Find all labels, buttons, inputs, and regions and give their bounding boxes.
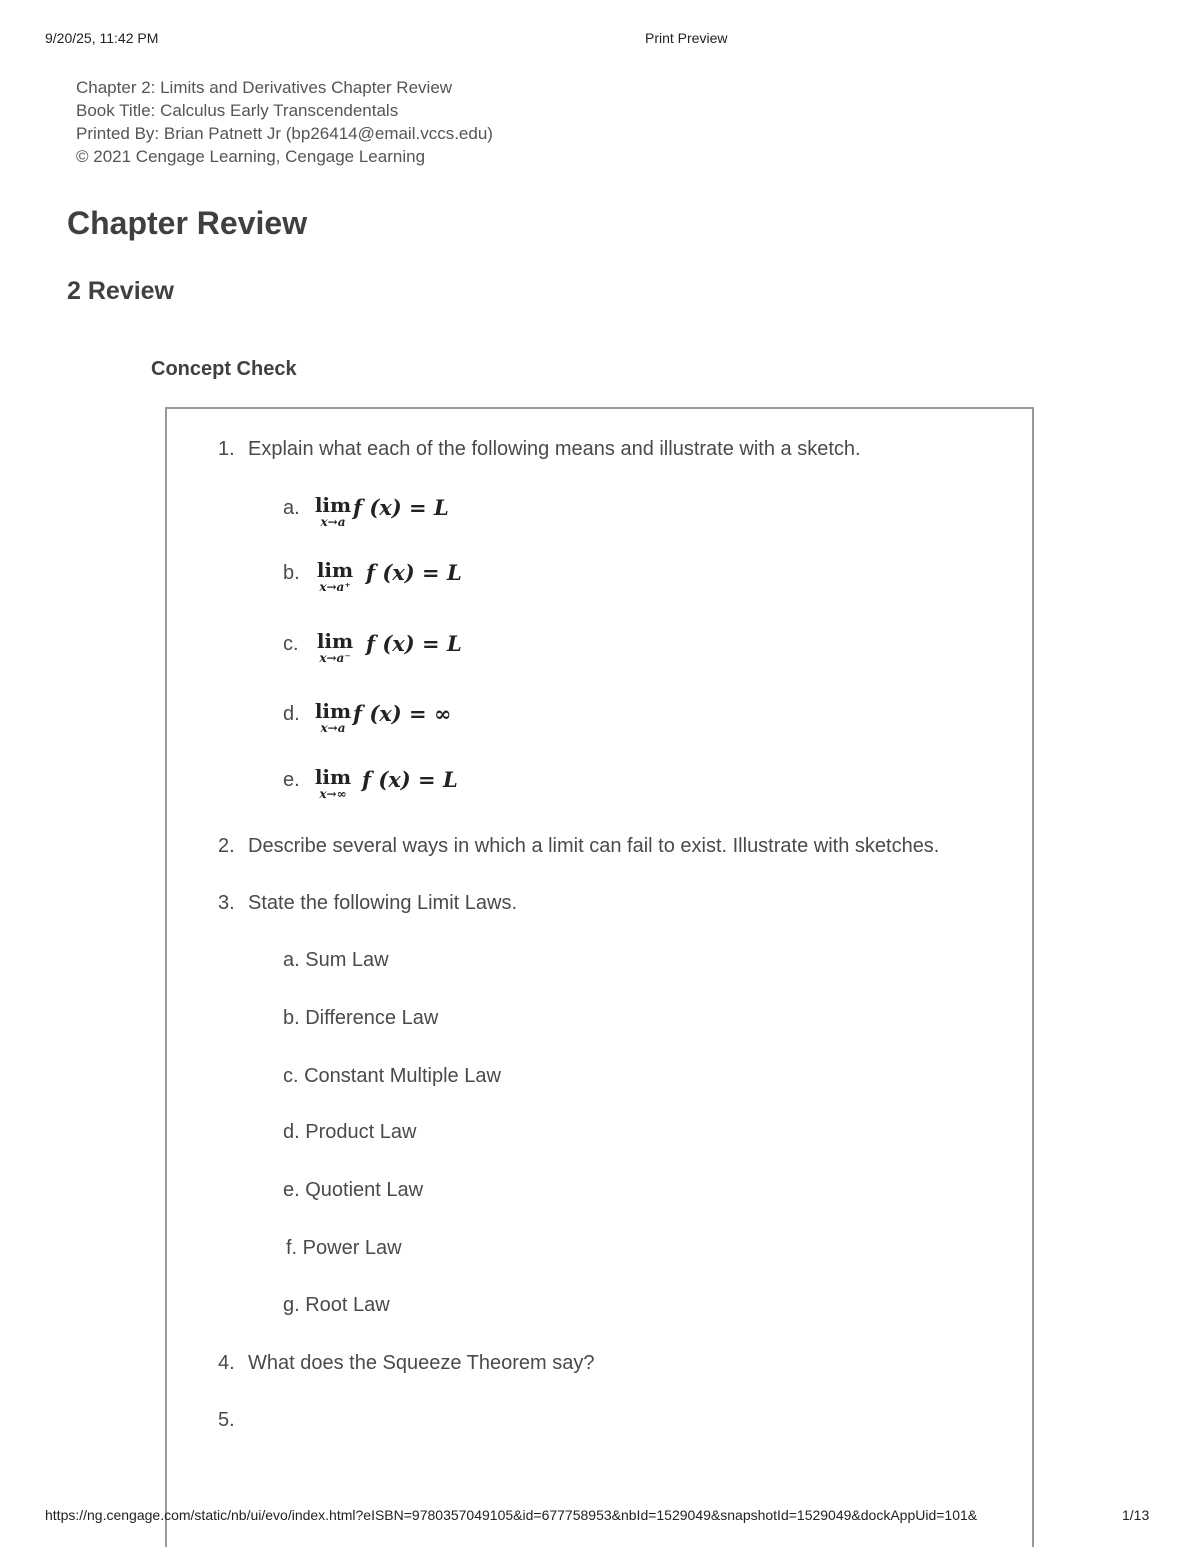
limit-law-quotient: e. Quotient Law [283,1179,424,1201]
limit-expression: f (x) = L [353,495,449,520]
item-letter: e. [283,769,300,791]
question-number: 1. [218,438,235,460]
print-datetime: 9/20/25, 11:42 PM [45,30,159,46]
print-header [0,30,1200,50]
lim-subscript: x→a⁺ [319,580,351,594]
item-letter: c. [283,633,299,655]
lim-word: lim [314,765,352,789]
lim-subscript: x→a [320,515,346,529]
limit-operator [307,700,359,734]
limit-law-power: f. Power Law [286,1237,402,1259]
limit-law-constant-multiple: c. Constant Multiple Law [283,1065,501,1087]
item-letter: a. [283,497,300,519]
limit-law-difference: b. Difference Law [283,1007,439,1029]
footer-page-number: 1/13 [1122,1507,1150,1523]
document-meta [76,76,493,168]
concept-check-heading: Concept Check [151,358,297,380]
question-number: 2. [218,835,235,857]
question-text: Explain what each of the following means and illustrate with a sketch. [248,438,861,460]
section-heading: 2 Review [67,277,175,305]
limit-law-sum: a. Sum Law [283,949,389,971]
question-text: Describe several ways in which a limit can fail to exist. Illustrate with sketches. [248,835,940,857]
meta-copyright: © 2021 Cengage Learning, Cengage Learning [76,147,426,166]
lim-subscript: x→a [320,721,346,735]
question-number: 5. [218,1409,235,1431]
lim-word: lim [316,558,354,582]
chapter-heading: Chapter Review [67,205,308,241]
question-number: 3. [218,892,235,914]
limit-expression: f (x) = L [366,631,462,656]
question-text: State the following Limit Laws. [248,892,518,914]
limit-expression: f (x) = L [366,560,462,585]
print-footer [0,1507,1200,1527]
lim-word: lim [316,629,354,653]
question-number: 4. [218,1352,235,1374]
lim-word: lim [314,493,352,517]
limit-operator [307,766,359,800]
lim-subscript: x→∞ [319,787,347,801]
limit-law-product: d. Product Law [283,1121,417,1143]
item-letter: b. [283,562,300,584]
lim-word: lim [314,699,352,723]
limit-expression: f (x) = L [362,767,458,792]
limit-expression: f (x) = ∞ [353,701,452,726]
footer-url: https://ng.cengage.com/static/nb/ui/evo/index.html?eISBN=9780357049105&id=677758953&nbId=1529049&snapshotId=1529049&dockAppUid=101& [45,1507,978,1523]
limit-operator [307,494,359,528]
meta-chapter: Chapter 2: Limits and Derivatives Chapter Review [76,78,453,97]
question-text: What does the Squeeze Theorem say? [248,1352,595,1374]
print-title: Print Preview [645,30,728,46]
lim-subscript: x→a⁻ [319,651,351,665]
meta-book-title: Book Title: Calculus Early Transcendentals [76,101,399,120]
limit-operator [309,630,361,664]
item-letter: d. [283,703,300,725]
limit-law-root: g. Root Law [283,1294,390,1316]
limit-operator [309,559,361,593]
meta-printed-by: Printed By: Brian Patnett Jr (bp26414@email.vccs.edu) [76,124,493,143]
